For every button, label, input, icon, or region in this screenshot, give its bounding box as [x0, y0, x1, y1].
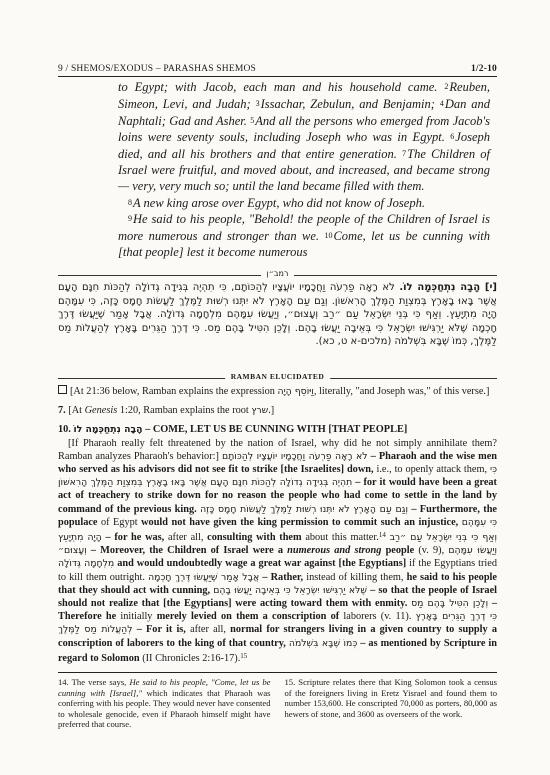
translation-paragraph-1: [118, 79, 490, 195]
note-text: [At 21:36 below, Ramban explains the expression: [70, 386, 275, 397]
explanation: about this matter.: [305, 532, 379, 544]
note-number: 10.: [58, 424, 71, 436]
verse-6: Joseph died, and all his brothers and that entire generation.: [118, 130, 490, 162]
verse-reference: (II Chronicles 2:16-17).: [142, 652, 241, 664]
translation-bold: – for it would have been a great act of treachery to strike down for no reason the people who had come to settle in the land by command of the previous king.: [58, 477, 497, 515]
hebrew-phrase: כִּי תִהְיֶה בְּגִידָה גְדוֹלָה לְהַכּוֹת חִנָּם הָעָם אֲשֶׁר בָּאוּ בָאָרֶץ בְּמִצְוַת הַמֶּלֶךְ הָרִאשׁוֹן: [58, 464, 497, 489]
intro-text: [If Pharaoh really felt threatened by the nation of Israel, why did he not simply annihilate them? Ramban analyzes Pharaoh's behavior:]: [58, 437, 497, 462]
elucidation-block: [58, 385, 497, 665]
footnote-ref[interactable]: 14: [378, 531, 386, 540]
verse-number: 2: [444, 82, 449, 91]
translation-bold: – Rather,: [262, 571, 304, 583]
translation-bold: would not have given the king permission to commit such an injustice,: [141, 516, 459, 528]
footnote-text: 14. The verse says,: [58, 677, 127, 687]
note-joseph: [58, 385, 497, 398]
footnote-text: 15. Scripture relates there that King Solomon took a census of the foreigners living in Eretz Yisrael and found them to number 153,600. He conscripted 70,000 as porters, 80,000 as hewers of stone, and 3600 as overseers of the work.: [284, 677, 497, 719]
translation-bold: – Moreover, the Children of Israel were a: [90, 545, 283, 557]
hebrew-phrase: אֲבָל אָמַר שֶׁיַּעֲשׂוּ דֶּרֶךְ חָכְמָה: [148, 571, 260, 583]
verse-number: 3: [255, 98, 260, 108]
running-head-left: 9 / SHEMOS/EXODUS – PARASHAS SHEMOS: [58, 64, 257, 74]
footnotes: [58, 677, 497, 730]
hebrew-lead-phrase: [י] הָבָה נִתְחַכְּמָה לוֹ.: [399, 282, 497, 293]
verse-reference: (v. 9),: [418, 545, 445, 557]
verse-range: 1/2-10: [470, 64, 497, 74]
translation-paragraph-3: [118, 211, 490, 260]
hebrew-phrase: הָבָה נִתְחַכְּמָה לוֹ: [73, 424, 143, 436]
translation-paragraph-2: [118, 195, 490, 212]
hebrew-phrase: כְּמוֹ שֶׁבָּא בִּשְׁלֹמֹה: [288, 637, 358, 649]
hebrew-phrase: שֶׁלֹּא יַרְגִּישׁוּ יִשְׂרָאֵל כִּי בְּאֵיבָה יַעֲשׂוּ בָהֶם: [213, 584, 367, 596]
verse-4: Dan and Naphtali; Gad and Asher.: [118, 96, 491, 128]
explanation: initially: [120, 611, 153, 623]
note-7: [58, 404, 497, 417]
footnote-15: [285, 677, 498, 730]
translation-bold: – Therefore he: [58, 598, 498, 623]
running-head: [58, 60, 497, 74]
explanation: if the Egyptians tried to kill them outright.: [58, 558, 498, 583]
square-icon: [58, 385, 67, 394]
hebrew-phrase: לֹא רָאָה פַרְעֹה וַחֲכָמָיו יוֹעֲצָיו לְהַכּוֹתָם: [222, 450, 368, 462]
elucidated-label: RAMBAN ELUCIDATED: [225, 372, 331, 381]
footnote-ref[interactable]: 15: [240, 651, 248, 660]
translation-block: [118, 79, 490, 261]
verse-number: 9: [128, 214, 132, 224]
translation-bold: he said to his people that they should act with cunning,: [58, 571, 497, 596]
explanation: i.e., to openly attack them,: [376, 464, 488, 476]
verse-5: And all the persons who emerged from Jacob's loins were seventy souls, including Joseph who was in Egypt.: [118, 113, 490, 145]
hebrew-phrase: וַיּוֹסֵף הָיָה: [277, 386, 314, 397]
translation-bold: – Pharaoh and the wise men who served as his advisors did not see fit to strike [the Israelites] down,: [58, 450, 498, 476]
note-text: 1:20, Ramban explains the root: [119, 405, 249, 417]
translation-bold: merely levied on them a conscription of: [156, 611, 340, 623]
verse-number: 7: [402, 149, 407, 159]
footnote-text: which indicates that Pharaoh was conferring with his people. They would never have consented to wholesale genocide, even if Pharaoh himself might have preferred that course.: [58, 687, 271, 730]
note-title: – COME, LET US BE CUNNING WITH [THAT PEOPLE]: [145, 424, 408, 436]
hebrew-phrase: כִּי דֶרֶךְ הַגֵּרִים בָּאָרֶץ לְהַעֲלוֹת מַס לַמֶּלֶךְ: [58, 611, 498, 636]
book-reference: Genesis: [84, 405, 118, 417]
explanation: instead of killing them,: [306, 571, 404, 583]
elucidated-divider: [58, 372, 497, 384]
note-10-heading: [58, 423, 497, 436]
translation-bold: people: [385, 545, 415, 557]
translation-bold: – for he was,: [105, 532, 165, 544]
emphasis: numerous and strong: [287, 545, 382, 557]
verse-3: Issachar, Zebulun, and Benjamin;: [260, 96, 435, 111]
translation-bold: – so that the people of Israel should not realize that [the Egyptians] were acting toward them with enmity.: [58, 584, 498, 610]
explanation: after all,: [190, 624, 226, 636]
note-text: , literally, "and Joseph was," of this verse.]: [313, 386, 490, 397]
verse-number: 5: [250, 115, 255, 125]
hebrew-phrase: וְיַעֲשׂוּ עִמָּהֶם מִלְחָמָה גְּדוֹלָה: [58, 545, 498, 570]
hebrew-phrase: וְלָכֵן הִטִּיל בָּהֶם מַס: [411, 598, 489, 610]
note-text: [At: [68, 405, 83, 417]
verse-8: A new king arose over Egypt, who did not know of Joseph.: [133, 195, 425, 210]
verse-7: The Children of Israel were fruitful, and moved about, and increased, and became strong — very, very much so; until the land became filled with them.: [118, 147, 491, 193]
translation-bold: and would undoubtedly wage a great war against [the Egyptians]: [117, 558, 407, 570]
verse-9: He said to his people, "Behold! the people of the Children of Israel is more numerous and stronger than we.: [118, 212, 490, 244]
translation-bold: – as mentioned by Scripture in regard to Solomon: [58, 637, 498, 664]
explanation: laborers (v. 11).: [343, 611, 412, 623]
ramban-divider: [58, 270, 497, 280]
footnote-rule: [58, 672, 497, 673]
explanation: of Egypt: [100, 516, 138, 528]
verse-1-end: to Egypt; with Jacob, each man and his household came.: [118, 80, 438, 94]
hebrew-body: לֹא רָאָה פַרְעֹה וַחֲכָמָיו יוֹעֲצָיו לְהַכּוֹתָם, כִּי תִהְיֶה בְּגִידָה גְדוֹלָה לְהַכּוֹת חִנָּם הָעָם אֲשֶׁר בָּאוּ בָאָרֶץ בְּמִצְוַת הַמֶּלֶךְ הָרִאשׁוֹן. וְגַם עַם הָאָרֶץ לֹא יִתְּנוּ רְשׁוּת לַמֶּלֶךְ לַעֲשׂוֹת חָמָס כָּזֶה, כִּי עִמָּהֶם הָיָה מִתְיָעֵץ. וְאַף כִּי בְּנֵי יִשְׂרָאֵל עַם ״רַב וְעָצוּם״, וְיַעֲשׂוּ עִמָּהֶם מִלְחָמָה גְּדוֹלָה. אֲבָל אָמַר שֶׁיַּעֲשׂוּ דֶּרֶךְ חָכְמָה שֶׁלֹּא יַרְגִּישׁוּ יִשְׂרָאֵל כִּי בְּאֵיבָה יַעֲשׂוּ בָהֶם. וְלָכֵן הִטִּיל בָּהֶם מַס. כִּי דֶרֶךְ הַגֵּרִים בָּאָרֶץ לְהַעֲלוֹת מַס לַמֶּלֶךְ, כְּמוֹ שֶׁבָּא בִּשְׁלֹמֹה (מלכים-א ט, כא).: [58, 282, 497, 347]
note-number: 7.: [58, 405, 66, 417]
verse-2: Reuben, Simeon, Levi, and Judah;: [118, 80, 490, 111]
verse-number: 6: [450, 132, 455, 142]
hebrew-phrase: כִּי עִמָּהֶם הָיָה מִתְיָעֵץ: [58, 516, 498, 544]
translation-bold: normal for strangers living in a given country to supply a conscription of laborers to the king of that country,: [58, 624, 497, 649]
hebrew-phrase: וְאַף כִּי בְּנֵי יִשְׂרָאֵל עַם ״רַב וְעָצוּם״: [58, 532, 498, 557]
verse-number: 10: [324, 231, 333, 241]
translation-bold: – Furthermore, the populace: [58, 503, 498, 528]
note-text: .]: [268, 405, 275, 417]
verse-number: 4: [439, 98, 444, 108]
note-10-body: [58, 437, 497, 665]
explanation: after all,: [167, 532, 204, 544]
footnote-quote: He said to his people, "Come, let us be cunning with [Israel],": [58, 677, 271, 698]
header-rule: [58, 76, 497, 77]
footnote-14: [58, 677, 271, 730]
verse-number: 8: [128, 197, 132, 207]
hebrew-phrase: וְגַם עַם הָאָרֶץ לֹא יִתְּנוּ רְשׁוּת לַמֶּלֶךְ לַעֲשׂוֹת חָמָס כָּזֶה: [200, 503, 408, 515]
ramban-hebrew-text: [58, 281, 497, 349]
hebrew-root: שרץ: [251, 405, 269, 417]
translation-bold: consulting with them: [207, 532, 302, 544]
verse-10: Come, let us be cunning with [that people] lest it become numerous: [118, 229, 491, 259]
ramban-label: רמב״ן: [261, 269, 295, 278]
translation-bold: – For it is,: [136, 624, 186, 636]
